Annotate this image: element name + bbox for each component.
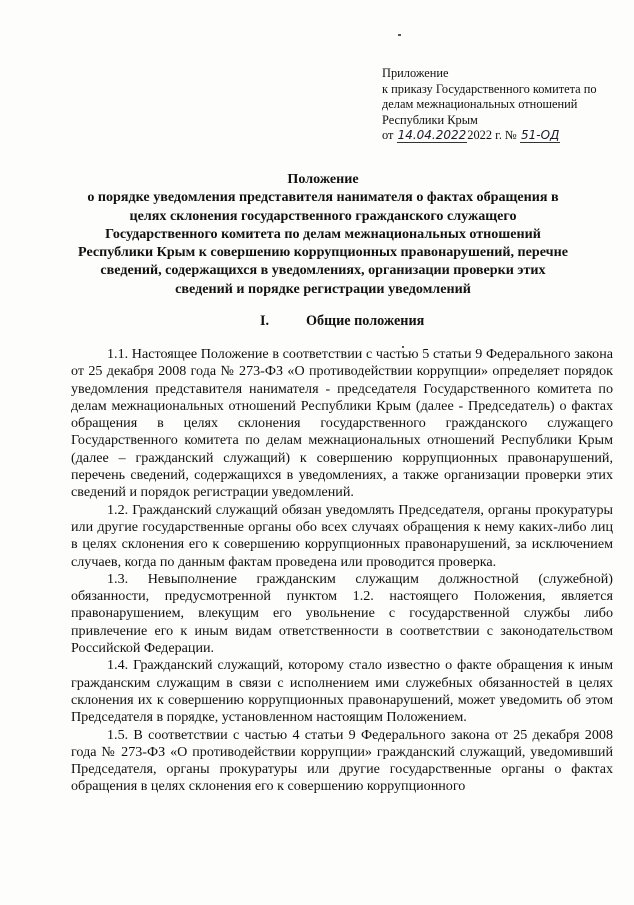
title-line: сведений, содержащихся в уведомлениях, организации проверки этих [100, 262, 546, 279]
title-line: о порядке уведомления представителя нанимателя о фактах обращения в [87, 189, 559, 206]
paragraph-1-3: 1.3. Невыполнение гражданским служащим должностной (служебной) обязанности, предусмотренной пунктом 1.2. настоящего Положения, является правонарушением, влекущим его увольнение с государственной службы либо привлечение его к иным видам ответственности в соответствии с законодательством Российской Федерации. [71, 570, 613, 657]
document-title [60, 170, 586, 298]
appendix-line: делам межнациональных отношений [382, 97, 578, 111]
date-prefix: от [382, 128, 394, 142]
appendix-line: к приказу Государственного комитета по [382, 81, 597, 96]
paragraph-1-2: 1.2. Гражданский служащий обязан уведомлять Председателя, органы прокуратуры или другие государственные органы обо всех случаях обращения к нему каких-либо лиц в целях склонения его к совершению коррупционных правонарушений, за исключением случаев, когда по данным фактам проведена или проводится проверка. [71, 501, 613, 570]
appendix-block [382, 66, 622, 144]
handwritten-date: 14.04.2022 [397, 128, 467, 142]
title-line: целях склонения государственного гражданского служащего [129, 207, 517, 224]
paragraph-1-1: 1.1. Настоящее Положение в соответствии с частью 5 статьи 9 Федерального закона от 25 декабря 2008 года № 273-ФЗ «О противодействии коррупции» определяет порядок уведомления представителя нанимателя - председателя Государственного комитета по делам межнациональных отношений Республики Крым (далее - Председатель) о фактах обращения в целях склонения государственного гражданского служащего Государственного комитета по делам межнациональных отношений Республики Крым (далее – гражданский служащий) к совершению коррупционных правонарушений, перечень сведений, содержащихся в уведомлениях, а также организации проверки этих сведений и порядок регистрации уведомлений. [71, 346, 613, 501]
section-number: I. [260, 313, 270, 329]
appendix-line: Республики Крым [382, 112, 478, 127]
paragraph-1-4: 1.4. Гражданский служащий, которому стало известно о факте обращения к иным гражданским служащим в связи с исполнением ими служебных обязанностей в целях склонения их к совершению коррупционных правонарушений, может уведомить об этом Председателя в порядке, установленном настоящим Положением. [71, 657, 613, 726]
scan-speck [398, 34, 401, 36]
title-main: Положение [287, 171, 359, 187]
section-heading [260, 313, 424, 330]
paragraph-1-5: 1.5. В соответствии с частью 4 статьи 9 Федерального закона от 25 декабря 2008 года № 273-ФЗ «О противодействии коррупции» гражданский служащий, уведомивший Председателя, органы прокуратуры или другие государственные органы о фактах обращения в целях склонения его к совершению коррупционного [71, 726, 613, 795]
date-suffix: 2022 г. № [467, 128, 517, 142]
title-line: Государственного комитета по делам межнациональных отношений [105, 225, 541, 242]
appendix-line: Приложение [382, 66, 449, 80]
title-line: Республики Крым к совершению коррупционных правонарушений, перечне [78, 244, 568, 261]
section-title: Общие положения [306, 313, 425, 329]
title-line: сведений и порядке регистрации уведомлений [175, 280, 471, 297]
handwritten-order-number: 51-ОД [520, 128, 560, 142]
appendix-date-line [382, 128, 622, 144]
document-body [71, 346, 613, 796]
